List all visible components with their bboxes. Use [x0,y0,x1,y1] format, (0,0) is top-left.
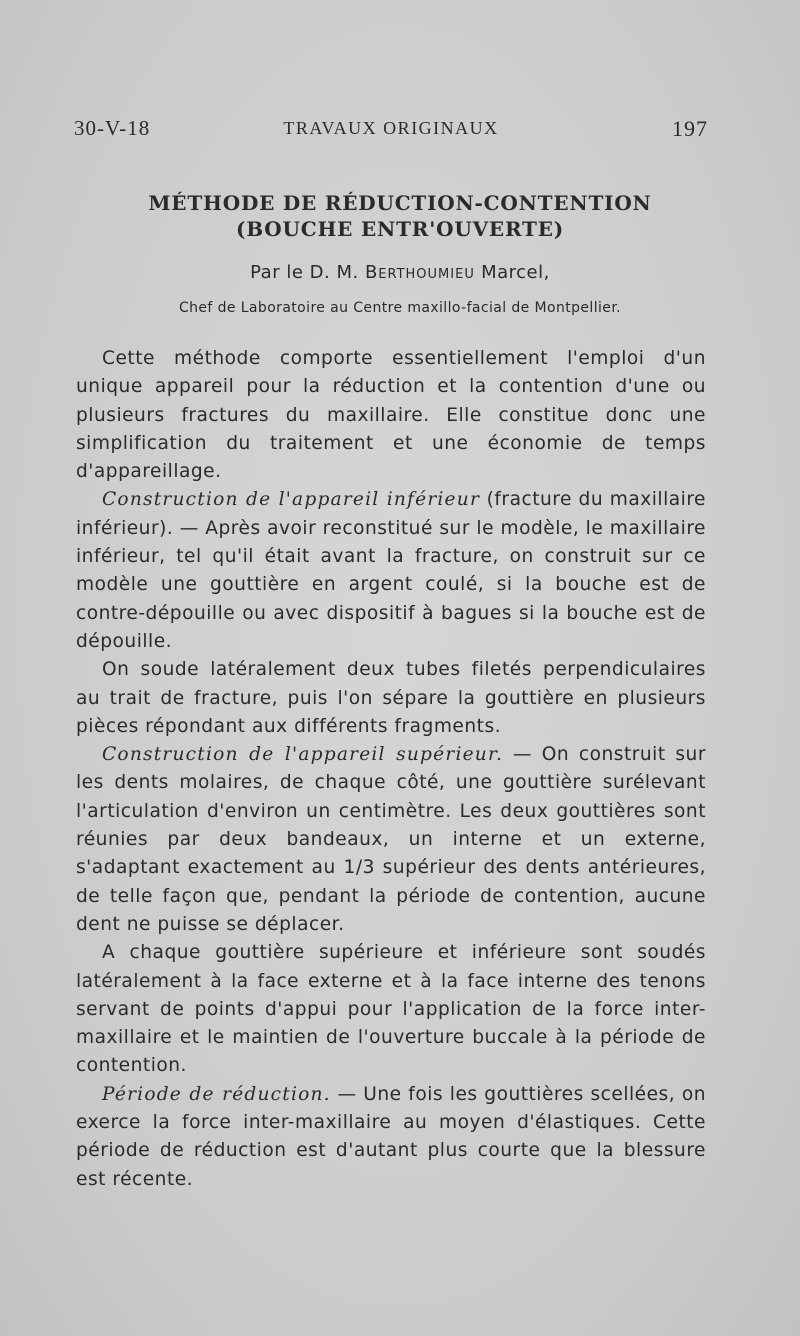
paragraph-5: A chaque gouttière supérieure et inférieure sont soudés latéralement à la face externe et à la face interne des tenons servant de points d'appui pour l'application de la force inter-maxillaire et le maintien de l'ouverture buccale à la période de contention. [76,942,706,1077]
paragraph-2 [76,486,706,656]
paragraph-1: Cette méthode comporte essentiellement l'emploi d'un unique appareil pour la réduction et la contention d'une ou plusieurs fractures du maxillaire. Elle constitue donc une simplification du traitement et une économie de temps d'appareillage. [76,348,706,483]
title-line-1: MÉTHODE DE RÉDUCTION-CONTENTION [148,191,652,215]
paragraph-6 [76,1081,706,1194]
running-head [74,116,708,142]
section-heading-reduction-period: Période de réduction. [102,1083,331,1105]
paragraph-6-text: — Une fois les gouttières scellées, on exerce la force inter-maxillaire au moyen d'élastiques. Cette période de réduction est d'autant plus courte que la blessure est récente. [76,1083,706,1190]
article-body [76,345,706,1194]
byline-prefix: Par le D. M. [250,262,359,283]
paragraph-4-text: — On construit sur les dents molaires, de chaque côté, une gouttière surélevant l'articulation d'environ un centimètre. Les deux gouttières sont réunies par deux bandeaux, un interne et un externe, s'adaptant exactement au 1/3 supérieur des dents antérieures, de telle façon que, pendant la période de contention, aucune dent ne puisse se déplacer. [76,744,706,935]
page-number: 197 [672,116,708,141]
section-heading-lower-appliance: Construction de l'appareil inférieur [102,489,481,511]
article-title [40,190,760,242]
byline [40,262,760,283]
title-line-2: (BOUCHE ENTR'OUVERTE) [235,217,565,241]
section-heading-upper-appliance: Construction de l'appareil supérieur. [102,744,504,766]
header-date: 30-V-18 [74,116,151,140]
paragraph-3: On soude latéralement deux tubes filetés perpendiculaires au trait de fracture, puis l'on sépare la gouttière en plusieurs pièces répondant aux différents fragments. [76,659,706,737]
paragraph-4 [76,741,706,939]
author-affiliation: Chef de Laboratoire au Centre maxillo-facial de Montpellier. [178,300,622,316]
author-surname: Berthoumieu [364,262,475,283]
paragraph-2-text: (fracture du maxillaire inférieur). — Après avoir reconstitué sur le modèle, le maxillaire inférieur, tel qu'il était avant la fracture, on construit sur ce modèle une gouttière en argent coulé, si la bouche est de contre-dépouille ou avec dispositif à bagues si la bouche est de dépouille. [76,489,706,652]
header-section: TRAVAUX ORIGINAUX [283,118,499,138]
author-firstname: Marcel, [481,262,550,283]
